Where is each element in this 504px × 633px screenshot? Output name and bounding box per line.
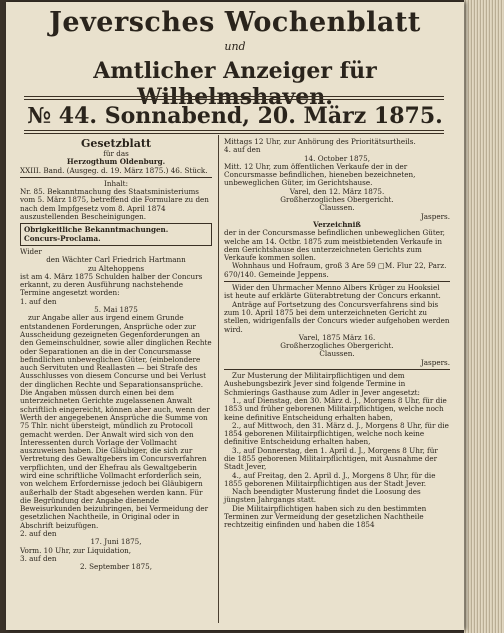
inhalt-text: Nr. 85. Bekanntmachung des Staatsministeriums vom 5. März 1875, betreffend die Formulare zu den nach dem Impfgesetz vom 8. April 1874 auszustellenden Bescheinigungen. <box>20 187 209 222</box>
concurs-body-1: ist am 4. März 1875 Schulden halber der Concurs erkannt, zu deren Ausführung nachstehende Termine angesetzt worden: <box>20 271 203 298</box>
musterung-3: 3., auf Donnerstag, den 1. April d. J., Morgens 8 Uhr, für die 1855 geborenen Militairpflichtigen, mit Ausnahme der Stadt Jever, <box>224 445 438 472</box>
gesetzblatt-title: Gesetzblatt <box>80 137 152 150</box>
verzeichnis-text: der in der Concursmasse befindlichen unbeweglichen Güter, welche am 14. Octbr. 1875 zum meistbietenden Verkaufe in dem Gerichtshause des unterzeichneten Gerichts zum Verkaufe kommen sollen. <box>224 228 445 263</box>
wider-2: Wider den Uhrmacher Menno Albers Krüger zu Hooksiel ist heute auf erklärte Güterabtretung der Concurs erkannt. <box>224 283 441 301</box>
right-place-date: Varel, den 12. März 1875. <box>289 186 385 196</box>
issue-date: Sonnabend, 20. März 1875. <box>104 103 443 129</box>
divider <box>24 133 444 134</box>
masthead-title: Jeversches Wochenblatt <box>49 7 421 38</box>
term-2-time: Vorm. 10 Uhr, zur Liquidation, <box>20 545 132 555</box>
left-column <box>20 138 212 572</box>
divider <box>24 96 444 97</box>
gesetzblatt-state: Herzogthum Oldenburg. <box>66 157 166 167</box>
right-text-4: Mitt. 12 Uhr, zum öffentlichen Verkaufe der in der Concursmasse befindlichen, hieneben bezeichneten, unbeweglichen Güter, im Gerichtshause. <box>224 161 416 188</box>
musterung-6: Die Militairpflichtigen haben sich zu den bestimmten Terminen zur Vermeidung der gesetzlichen Nachtheile rechtzeitig einfinden und haben die 1854 <box>224 503 427 530</box>
right-text-1: Mittags 12 Uhr, zur Anhörung des Prioritätsurtheils. <box>224 137 416 146</box>
divider <box>224 369 450 370</box>
court-name-2: Großherzogliches Obergericht. <box>280 341 394 351</box>
obrigkeitliche-heading: Obrigkeitliche Bekanntmachungen. <box>24 225 169 235</box>
right-column <box>224 138 450 530</box>
verzeichnis-item: Wohnhaus und Hofraum, groß 3 Are 59 □M. Flur 22, Parz. 670/140. Gemeinde Jeppens. <box>224 261 447 279</box>
court-name-1: Großherzogliches Obergericht. <box>280 195 394 205</box>
page-edges <box>464 0 504 633</box>
jaspers-2: Jaspers. <box>420 357 450 367</box>
term-2-date: 17. Juni 1875, <box>90 537 142 547</box>
wider-text: Wider <box>20 246 42 256</box>
right-date-1: 14. October 1875, <box>303 153 370 163</box>
divider <box>224 281 450 282</box>
divider <box>24 99 444 100</box>
column-divider <box>218 135 219 623</box>
musterung-4: 4., auf Freitag, den 2. April d. J., Morgens 8 Uhr, für die 1855 geborenen Militairpflichtigen aus der Stadt Jever. <box>224 470 436 488</box>
musterung-1: 1., auf Dienstag, den 30. März d. J., Morgens 8 Uhr, für die 1853 und früher geborenen Militairpflichtigen, welche noch keine definitive Entscheidung erhalten haben, <box>224 395 447 422</box>
term-2: 2. auf den <box>20 529 57 539</box>
concurs-heading: Concurs-Proclama. <box>24 233 101 243</box>
term-1: 1. auf den <box>20 296 57 306</box>
newspaper-page <box>6 2 464 630</box>
gesetzblatt-volume: XXIII. Band. (Ausgeg. d. 19. März 1875.) 46. Stück. <box>20 165 208 175</box>
obrigkeitliche-heading-box <box>20 223 212 246</box>
issue-number: № 44. <box>27 103 98 129</box>
verzeichnis-heading: Verzeichniß <box>313 219 361 229</box>
gesetzblatt-for: für das <box>103 149 129 158</box>
signature-1: Claussen. <box>319 203 355 213</box>
divider <box>20 177 212 178</box>
musterung-5: Nach beendigter Musterung findet die Loosung des jüngsten Jahrgangs statt. <box>224 487 421 505</box>
issue-line <box>6 103 464 129</box>
debtor-place: zu Altehoppens <box>87 263 145 273</box>
right-place-date-2: Varel, 1875 März 16. <box>298 332 376 342</box>
concurs-body-2: zur Angabe aller aus irgend einem Grunde entstandenen Forderungen, Ansprüche oder zur Ausscheidung gezeigneten Gegenforderungen an den Gemeinschuldner, sowie aller dinglichen Rechte oder Separationen an die in der Concursmasse befindlichen unbeweglichen Güter, (einbelondere auch Servituten und Reallasten — bei Strafe des Ausschlusses von diesem Concurse und bei Verlust der dinglichen Rechte und Separationsansprüche. Die Angaben müssen durch einen bei dem unterzeichneten Gerichte zugelassenen Anwalt schriftlich eingereicht, können aber auch, wenn der Werth der angegebenen Ansprüche die Summe von 75 Thlr. nicht übersteigt, mündlich zu Protocoll gemacht werden. Der Anwalt wird sich von den Interessenten durch Vorlage der Vollmacht auszuweisen haben. Die Gläubiger, die sich zur Vertretung des Gewaltgebers im Concursverfahren verpflichten, und der Ehefrau als Gewaltgeberin wird eine schriftliche Vollmacht erforderlich sein, von welchem Erfordernisse jedoch bei Gläubigern außerhalb der Stadt abgesehen werden kann. Für die Begründung der Angabe dienende Beweisurkunden beizubringen, bei Vermeidung der gesetzlichen Nachtheile, in Original oder in Abschrift beizufügen. <box>20 313 212 530</box>
inhalt-heading: Inhalt: <box>104 178 128 188</box>
right-text-2: 4. auf den <box>224 145 261 155</box>
musterung-2: 2., auf Mittwoch, den 31. März d. J., Morgens 8 Uhr, für die 1854 geborenen Militairpflichtigen, welche noch keine definitive Entscheidung erhalten haben, <box>224 420 449 447</box>
signature-2: Claussen. <box>319 349 355 359</box>
term-3: 3. auf den <box>20 553 57 563</box>
jaspers-1: Jaspers. <box>420 211 450 221</box>
masthead-connector: und <box>224 40 246 53</box>
debtor-name: den Wächter Carl Friedrich Hartmann <box>46 255 186 265</box>
masthead-subtitle: Amtlicher Anzeiger für Wilhelmshaven. <box>93 58 377 110</box>
term-1-date: 5. Mai 1875 <box>94 305 138 315</box>
antrag-text: Anträge auf Fortsetzung des Concursverfahrens sind bis zum 10. April 1875 bei dem unterzeichneten Gericht zu stellen, widrigenfalls der Concurs wieder aufgehoben werden wird. <box>224 299 450 334</box>
term-3-date: 2. September 1875, <box>79 562 153 572</box>
divider <box>24 130 444 131</box>
musterung-intro: Zur Musterung der Militairpflichtigen und dem Aushebungsbezirk Jever sind folgende Termine in Schmierings Gasthause zum Adler in Jever angesetzt: <box>224 371 420 397</box>
